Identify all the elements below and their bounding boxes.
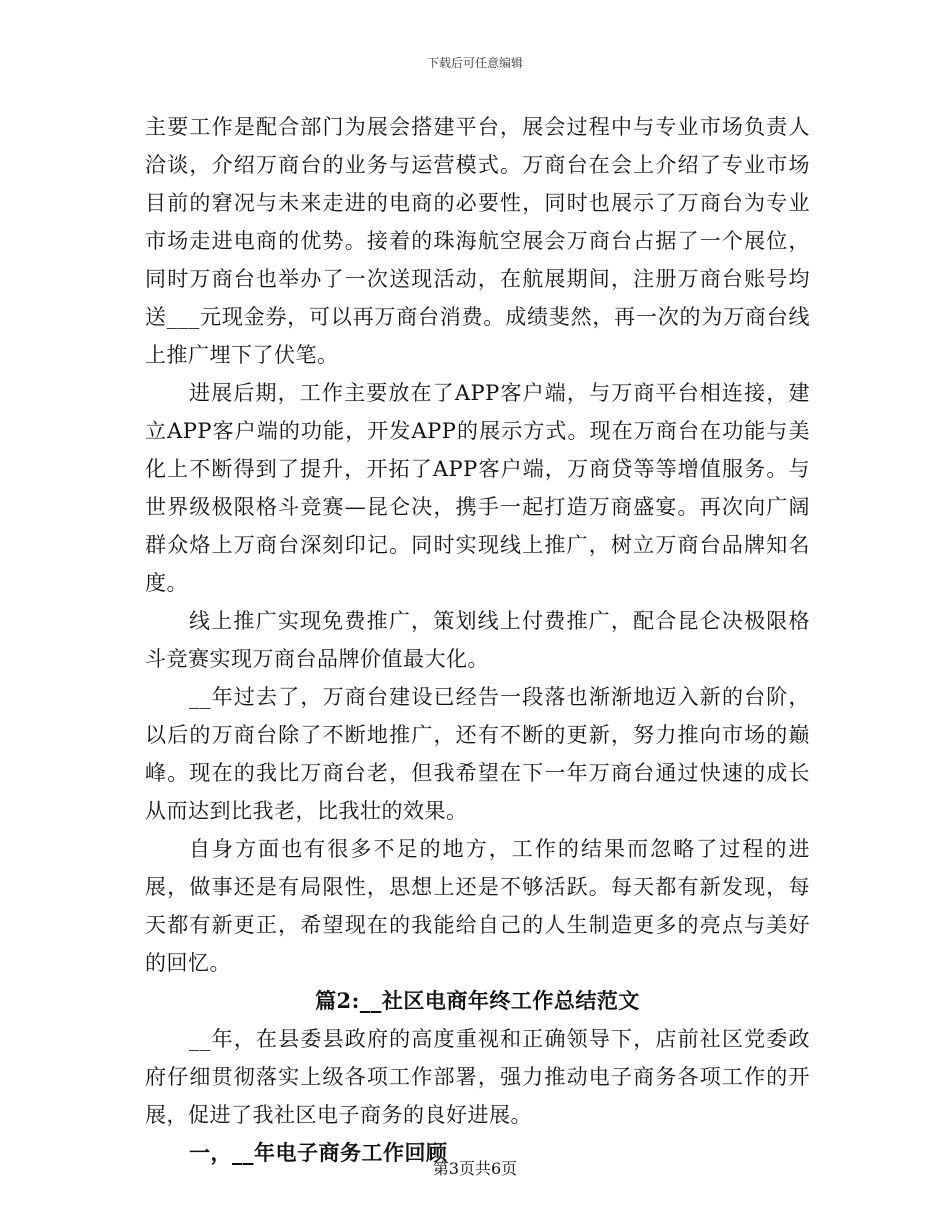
section-heading: 篇2:__社区电商年终工作总结范文 bbox=[315, 988, 640, 1013]
paragraph-1: 主要工作是配合部门为展会搭建平台，展会过程中与专业市场负责人洽谈，介绍万商台的业务与运营模式。万商台在会上介绍了专业市场目前的窘况与未来走进的电商的必要性，同时也展示了万商台为专业市场走进电商的优势。接着的珠海航空展会万商台占据了一个展位，同时万商台也举办了一次送现活动，在航展期间，注册万商台账号均送___元现金券，可以再万商台消费。成绩斐然，再一次的为万商台线上推广埋下了伏笔。 bbox=[145, 115, 810, 367]
paragraph-6: __年，在县委县政府的高度重视和正确领导下，店前社区党委政府仔细贯彻落实上级各项工作部署，强力推动电子商务各项工作的开展，促进了我社区电子商务的良好进展。 bbox=[145, 1027, 810, 1127]
subsection-heading: 一，__年电子商务工作回顾 bbox=[189, 1140, 448, 1165]
header-note: 下载后可任意编辑 bbox=[426, 56, 523, 70]
page-number: 第3页共6页 bbox=[432, 1159, 518, 1178]
paragraph-2: 进展后期，工作主要放在了APP客户端，与万商平台相连接，建立APP客户端的功能，开发APP的展示方式。现在万商台在功能与美化上不断得到了提升，开拓了APP客户端，万商贷等等增值服务。与世界级极限格斗竞赛—昆仑决，携手一起打造万商盛宴。再次向广阔群众烙上万商台深刻印记。同时实现线上推广，树立万商台品牌知名度。 bbox=[145, 381, 810, 595]
paragraph-4: __年过去了，万商台建设已经告一段落也渐渐地迈入新的台阶，以后的万商台除了不断地推广，还有不断的更新，努力推向市场的巅峰。现在的我比万商台老，但我希望在下一年万商台通过快速的成长从而达到比我老，比我壮的效果。 bbox=[145, 685, 810, 823]
document-body bbox=[145, 108, 810, 1172]
paragraph-5: 自身方面也有很多不足的地方，工作的结果而忽略了过程的进展，做事还是有局限性，思想上还是不够活跃。每天都有新发现，每天都有新更正，希望现在的我能给自己的人生制造更多的亮点与美好的回忆。 bbox=[145, 837, 810, 975]
paragraph-3: 线上推广实现免费推广，策划线上付费推广，配合昆仑决极限格斗竞赛实现万商台品牌价值最大化。 bbox=[145, 609, 810, 671]
